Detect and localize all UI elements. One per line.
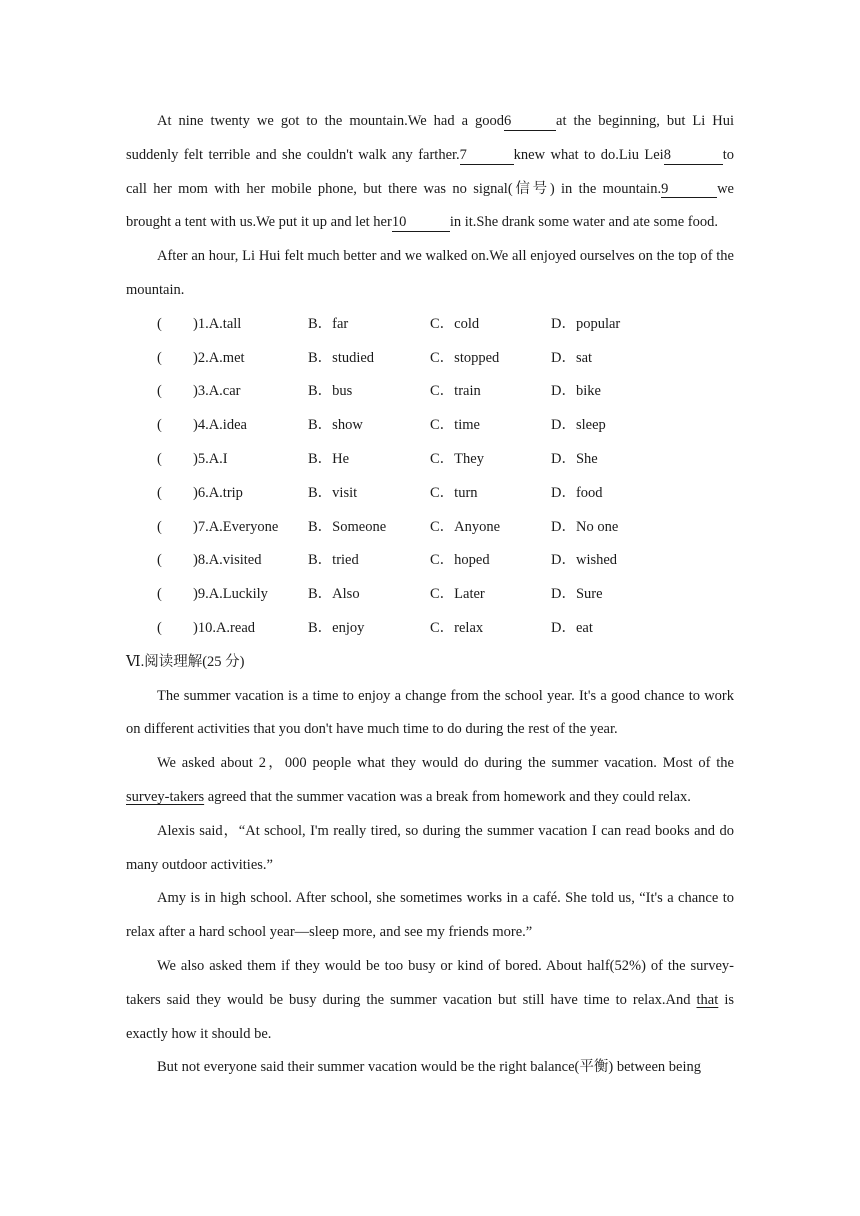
option-d: D．Sure: [551, 586, 603, 603]
option-c: C．Later: [430, 586, 485, 603]
answer-paren: (: [157, 383, 162, 400]
cloze-text: to call her mom with her mobile phone, but there was no signal(信号) in the mountain.: [126, 146, 734, 197]
option-c: C．cold: [430, 315, 480, 332]
option-a: )4.A.idea: [193, 417, 247, 434]
question-row: [126, 342, 734, 376]
reading-text: is exactly how it should be.: [126, 991, 734, 1042]
option-c: C．turn: [430, 484, 478, 501]
section-heading: Ⅵ.阅读理解(25 分): [126, 653, 245, 670]
cloze-text: At nine twenty we got to the mountain.We had a good: [157, 113, 505, 129]
option-c: C．train: [430, 383, 481, 400]
underlined-term: survey‐takers: [126, 788, 205, 805]
option-b: B．Someone: [308, 518, 387, 535]
answer-paren: (: [157, 552, 162, 569]
answer-paren: (: [157, 417, 162, 434]
option-b: B．far: [308, 315, 349, 332]
option-d: D．No one: [551, 518, 619, 535]
cloze-paragraph-1: [126, 105, 734, 240]
option-b: B．enjoy: [308, 619, 365, 636]
reading-text: We asked about 2，000 people what they would do during the summer vacation. Most of the: [157, 755, 734, 772]
question-row: [126, 477, 734, 511]
blank-10: 10: [392, 206, 450, 240]
cloze-text: we brought a tent with us.We put it up and let her: [126, 180, 734, 231]
cloze-text: at the beginning, but Li Hui suddenly felt terrible and she couldn't walk any farther.: [126, 113, 734, 163]
cloze-text: in it.She drank some water and ate some food.: [449, 214, 719, 231]
option-c: C．relax: [430, 619, 484, 636]
option-a: )6.A.trip: [193, 484, 243, 501]
blank-8: 8: [664, 139, 723, 173]
reading-paragraph-3: Alexis said，“At school, I'm really tired, so during the summer vacation I can read books and do many outdoor activities.”: [126, 822, 734, 873]
blank-9: 9: [661, 173, 717, 207]
reading-paragraph-4: Amy is in high school. After school, she sometimes works in a café. She told us, “It's a chance to relax after a hard school year—sleep more, and see my friends more.”: [126, 890, 734, 941]
option-c: C．time: [430, 417, 480, 434]
option-d: D．food: [551, 484, 603, 501]
question-row: [126, 308, 734, 342]
option-a: )2.A.met: [193, 349, 245, 366]
option-a: )10.A.read: [193, 619, 256, 636]
option-a: )5.A.I: [193, 450, 228, 467]
answer-paren: (: [157, 349, 162, 366]
option-b: B．Also: [308, 586, 360, 603]
question-row: [126, 578, 734, 612]
option-d: D．sleep: [551, 417, 606, 434]
answer-paren: (: [157, 619, 162, 636]
option-b: B．tried: [308, 552, 359, 569]
option-a: )9.A.Luckily: [193, 586, 268, 603]
reading-paragraph-2: [126, 747, 734, 815]
question-row: [126, 375, 734, 409]
cloze-paragraph-2: After an hour, Li Hui felt much better and we walked on.We all enjoyed ourselves on the top of the mountain.: [126, 248, 734, 298]
question-row: [126, 612, 734, 646]
answer-paren: (: [157, 484, 162, 501]
option-a: )7.A.Everyone: [193, 518, 279, 535]
option-a: )1.A.tall: [193, 315, 242, 332]
underlined-term: that: [696, 991, 719, 1008]
option-b: B．visit: [308, 484, 358, 501]
option-c: C．They: [430, 450, 484, 467]
reading-paragraph-1: The summer vacation is a time to enjoy a change from the school year. It's a good chance to work on different activities that you don't have much time to do during the rest of the year.: [126, 687, 734, 738]
question-list: [126, 308, 734, 646]
page-content: [126, 105, 734, 1085]
option-c: C．Anyone: [430, 518, 501, 535]
option-b: B．show: [308, 417, 363, 434]
question-row: [126, 511, 734, 545]
cloze-text: knew what to do.Liu Lei: [513, 146, 664, 163]
blank-6: 6: [504, 105, 556, 139]
reading-paragraph-5: [126, 950, 734, 1051]
reading-text: We also asked them if they would be too busy or kind of bored. About half(52%) of the survey-takers said they would be busy during the summer vacation but still have time to relax.And: [126, 957, 734, 1008]
answer-paren: (: [157, 450, 162, 467]
option-b: B．He: [308, 450, 350, 467]
option-d: D．eat: [551, 619, 593, 636]
reading-text: agreed that the summer vacation was a break from homework and they could relax.: [204, 788, 691, 805]
question-row: [126, 443, 734, 477]
option-c: C．hoped: [430, 552, 490, 569]
option-d: D．She: [551, 450, 598, 467]
option-a: )3.A.car: [193, 383, 241, 400]
answer-paren: (: [157, 586, 162, 603]
option-d: D．sat: [551, 349, 593, 366]
option-b: B．studied: [308, 349, 375, 366]
option-a: )8.A.visited: [193, 552, 262, 569]
option-b: B．bus: [308, 383, 353, 400]
option-d: D．popular: [551, 315, 621, 332]
option-d: D．wished: [551, 552, 618, 569]
option-c: C．stopped: [430, 349, 500, 366]
blank-7: 7: [460, 139, 514, 173]
question-row: [126, 409, 734, 443]
option-d: D．bike: [551, 383, 601, 400]
answer-paren: (: [157, 518, 162, 535]
reading-paragraph-6: But not everyone said their summer vacation would be the right balance(平衡) between being: [157, 1059, 701, 1076]
question-row: [126, 544, 734, 578]
answer-paren: (: [157, 315, 162, 332]
